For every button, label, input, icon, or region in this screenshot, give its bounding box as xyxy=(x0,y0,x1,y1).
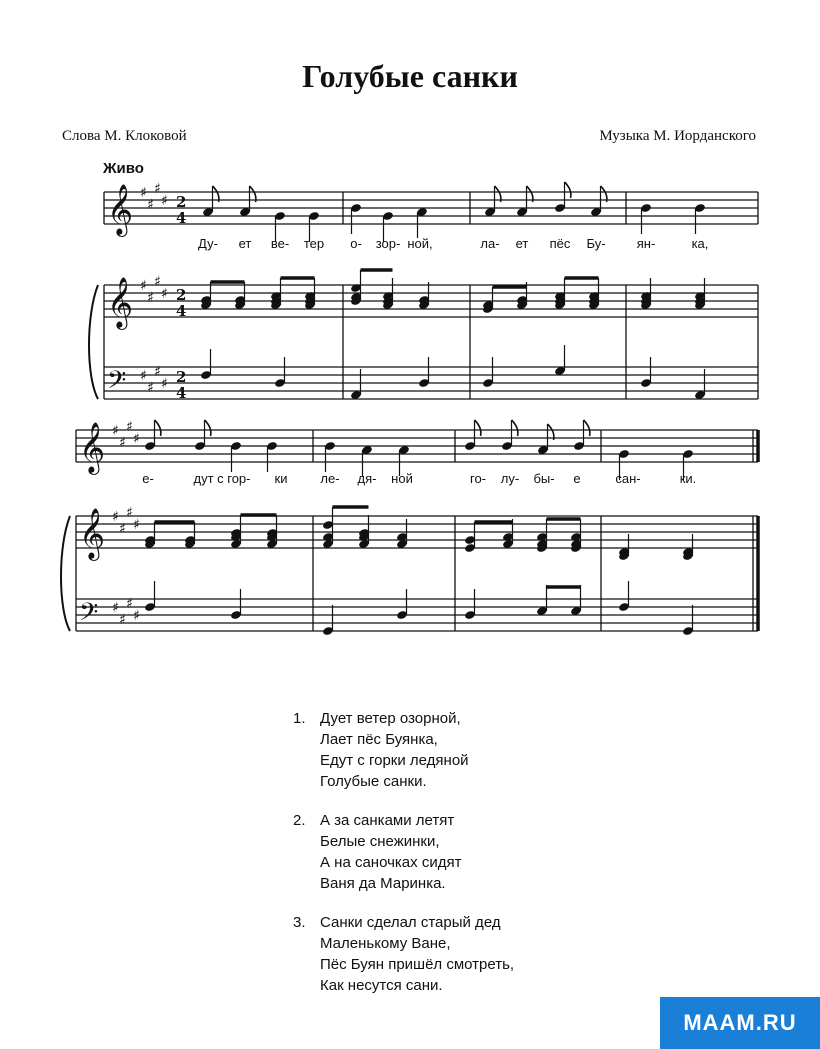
lyric-syllable: Ду- xyxy=(198,236,218,251)
note-flag xyxy=(512,420,518,436)
sharp-sign: ♯ xyxy=(140,278,147,294)
piano-brace xyxy=(61,516,70,631)
sharp-sign: ♯ xyxy=(133,431,140,447)
verse-number: 2. xyxy=(293,812,306,829)
time-signature-denominator: 4 xyxy=(176,209,187,227)
time-signature-numerator: 2 xyxy=(176,368,187,386)
composer-credit: Музыка М. Иорданского xyxy=(599,128,756,144)
note-flag xyxy=(584,420,590,436)
treble-clef: 𝄞 xyxy=(107,277,134,328)
lyric-syllable: зор- xyxy=(375,236,401,251)
sharp-sign: ♯ xyxy=(140,185,147,201)
note-flag xyxy=(155,420,161,436)
sharp-sign: ♯ xyxy=(154,364,161,380)
note-flag xyxy=(475,420,481,436)
lyric-syllable: сан- xyxy=(615,471,641,486)
sharp-sign: ♯ xyxy=(161,193,168,209)
bass-clef: 𝄢 xyxy=(79,598,99,633)
sharp-sign: ♯ xyxy=(119,435,126,451)
verse-line xyxy=(293,852,514,873)
verse-line xyxy=(293,933,514,954)
verse-line xyxy=(293,771,514,792)
sharp-sign: ♯ xyxy=(140,368,147,384)
verse-text: Пёс Буян пришёл смотреть, xyxy=(320,956,515,973)
note-flag xyxy=(205,420,211,436)
sharp-sign: ♯ xyxy=(133,517,140,533)
verse-text: Ваня да Маринка. xyxy=(320,875,446,892)
verse-line xyxy=(293,810,514,831)
piano-brace xyxy=(89,285,98,399)
lyric-syllable: бы- xyxy=(533,471,555,486)
lyric-syllable: ет xyxy=(238,236,252,251)
lyricist-credit: Слова М. Клоковой xyxy=(62,128,187,144)
lyric-syllable: е- xyxy=(142,471,154,486)
lyric-syllable: дут с гор- xyxy=(193,471,251,486)
lyric-syllable: ки. xyxy=(679,471,697,486)
sharp-sign: ♯ xyxy=(147,290,154,306)
verse-line xyxy=(293,975,514,996)
lyric-syllable: ве- xyxy=(270,236,290,251)
verse-text: Едут с горки ледяной xyxy=(320,752,469,769)
verse-line xyxy=(293,708,514,729)
time-signature-numerator: 2 xyxy=(176,286,187,304)
sharp-sign: ♯ xyxy=(133,608,140,624)
lyric-syllable: го- xyxy=(469,471,487,486)
lyric-syllable: ла- xyxy=(480,236,500,251)
verse-text: Как несутся сани. xyxy=(320,977,443,994)
song-title: Голубые санки xyxy=(302,58,518,94)
treble-clef: 𝄞 xyxy=(107,184,134,235)
sharp-sign: ♯ xyxy=(126,419,133,435)
verse-number: 1. xyxy=(293,710,306,727)
lyric-syllable: е xyxy=(573,471,581,486)
lyric-syllable: дя- xyxy=(357,471,377,486)
verse-text: Лает пёс Буянка, xyxy=(320,731,438,748)
verse-text: Маленькому Ване, xyxy=(320,935,451,952)
lyric-syllable: ет xyxy=(515,236,529,251)
sharp-sign: ♯ xyxy=(147,380,154,396)
note-flag xyxy=(565,182,571,198)
verse-line xyxy=(293,750,514,771)
tempo-marking: Живо xyxy=(103,160,144,177)
treble-clef: 𝄞 xyxy=(79,508,106,559)
lyric-syllable: Бу- xyxy=(586,236,606,251)
time-signature-numerator: 2 xyxy=(176,193,187,211)
sharp-sign: ♯ xyxy=(126,505,133,521)
sharp-sign: ♯ xyxy=(126,596,133,612)
sharp-sign: ♯ xyxy=(119,521,126,537)
verse-text: А за санками летят xyxy=(320,812,455,829)
sharp-sign: ♯ xyxy=(147,197,154,213)
verse-2 xyxy=(293,810,514,894)
verse-line xyxy=(293,912,514,933)
time-signature-denominator: 4 xyxy=(176,384,187,402)
verse-number: 3. xyxy=(293,914,306,931)
verse-text: Голубые санки. xyxy=(320,773,427,790)
lyric-syllable: ной, xyxy=(407,236,433,251)
lyric-syllable: о- xyxy=(350,236,362,251)
verse-line xyxy=(293,831,514,852)
verse-text: А на саночках сидят xyxy=(320,854,462,871)
bass-clef: 𝄢 xyxy=(107,366,127,401)
verse-line xyxy=(293,729,514,750)
sharp-sign: ♯ xyxy=(112,600,119,616)
lyric-syllable: ян- xyxy=(636,236,656,251)
lyric-syllable: ной xyxy=(391,471,413,486)
lyric-syllable: ка, xyxy=(691,236,709,251)
lyric-syllable: ле- xyxy=(320,471,340,486)
verse-1 xyxy=(293,708,514,792)
sharp-sign: ♯ xyxy=(161,376,168,392)
lyric-syllable: тер xyxy=(303,236,325,251)
verse-line xyxy=(293,873,514,894)
watermark-logo: MAAM.RU xyxy=(660,997,820,1049)
sharp-sign: ♯ xyxy=(154,274,161,290)
time-signature-denominator: 4 xyxy=(176,302,187,320)
lyric-syllable: ки xyxy=(274,471,288,486)
verse-line xyxy=(293,954,514,975)
sharp-sign: ♯ xyxy=(161,286,168,302)
sharp-sign: ♯ xyxy=(112,423,119,439)
lyric-syllable: лу- xyxy=(500,471,520,486)
sharp-sign: ♯ xyxy=(112,509,119,525)
verse-text: Белые снежинки, xyxy=(320,833,440,850)
sharp-sign: ♯ xyxy=(154,181,161,197)
verse-text: Санки сделал старый дед xyxy=(320,914,501,931)
verses-block xyxy=(293,708,514,1014)
lyric-syllable: пёс xyxy=(549,236,571,251)
sharp-sign: ♯ xyxy=(119,612,126,628)
verse-3 xyxy=(293,912,514,996)
verse-text: Дует ветер озорной, xyxy=(320,710,461,727)
treble-clef: 𝄞 xyxy=(79,422,106,473)
